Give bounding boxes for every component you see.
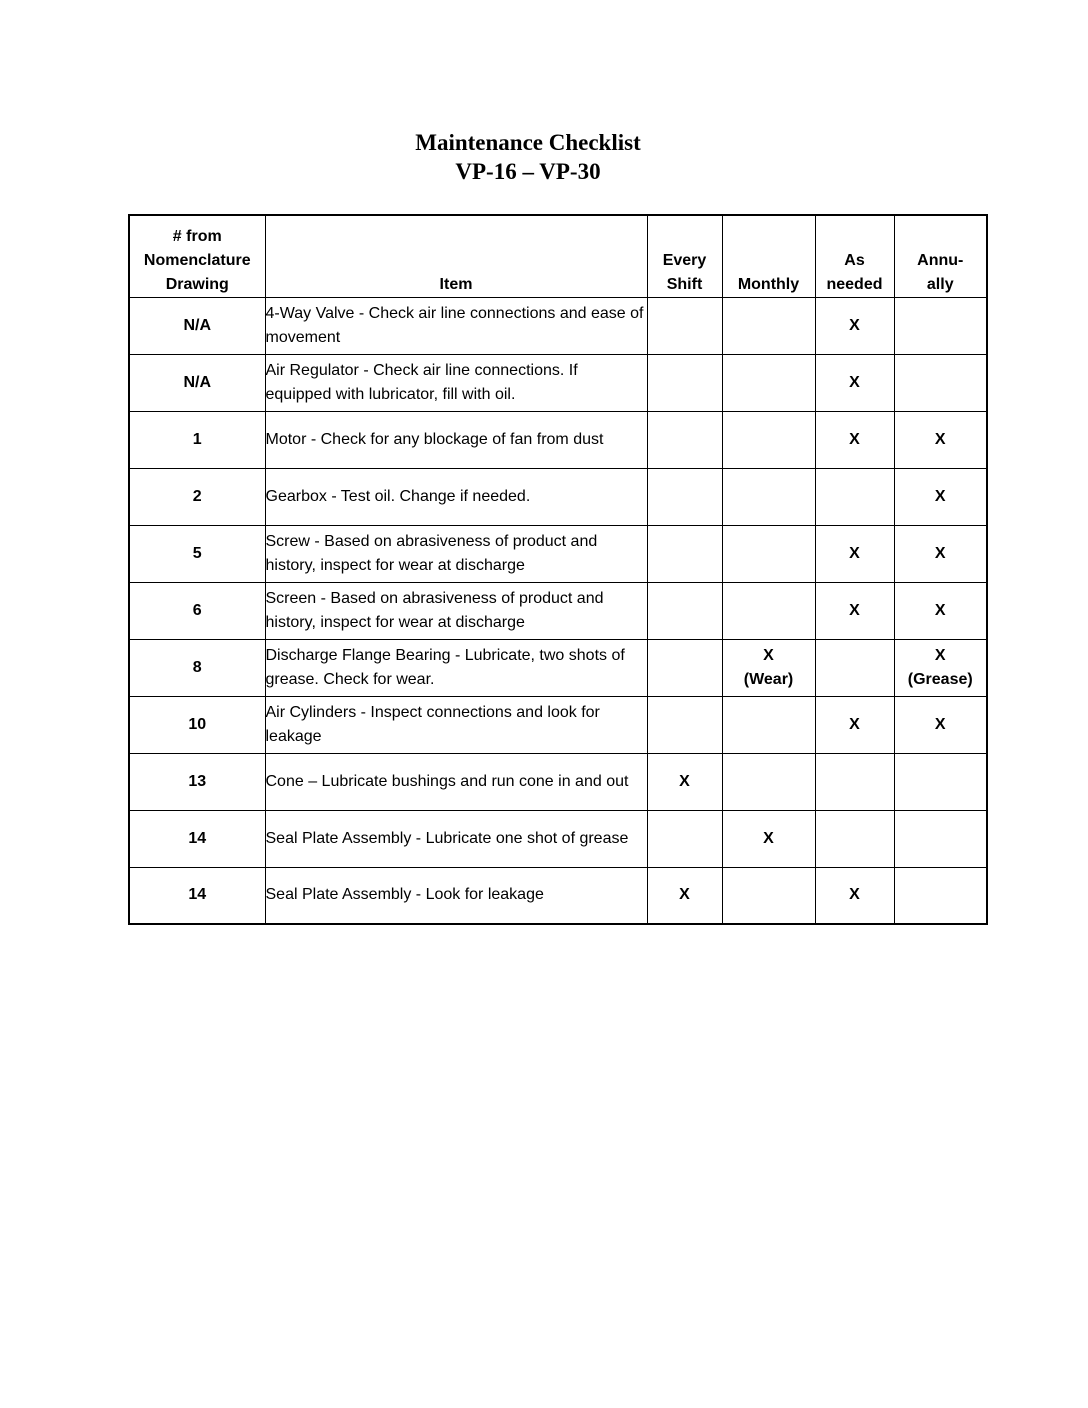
monthly-cell: [722, 753, 815, 810]
annually-cell: [894, 696, 987, 753]
table-row: [129, 810, 987, 867]
header-label-line: needed: [826, 275, 883, 293]
header-every-shift: [647, 215, 722, 297]
schedule-mark: X: [849, 601, 860, 619]
schedule-mark: (Wear): [743, 670, 794, 688]
annually-cell: [894, 411, 987, 468]
every-shift-cell: [647, 525, 722, 582]
schedule-mark: X: [934, 487, 946, 505]
header-label-line: # from: [172, 227, 222, 245]
schedule-mark: X: [849, 430, 860, 448]
item-description-cell: Screw - Based on abrasiveness of product and history, inspect for wear at discharge: [265, 525, 647, 582]
annually-cell: [894, 867, 987, 924]
header-label-line: Item: [439, 275, 473, 293]
table-row: [129, 525, 987, 582]
annually-cell: [894, 753, 987, 810]
item-description-cell: Gearbox - Test oil. Change if needed.: [265, 468, 647, 525]
nomenclature-number-cell: 6: [129, 582, 265, 639]
item-description-cell: Motor - Check for any blockage of fan from dust: [265, 411, 647, 468]
schedule-mark: X: [934, 601, 946, 619]
annually-cell: [894, 582, 987, 639]
every-shift-cell: [647, 582, 722, 639]
as-needed-cell: [815, 582, 894, 639]
nomenclature-number-cell: N/A: [129, 297, 265, 354]
monthly-cell: [722, 639, 815, 696]
header-as-needed: [815, 215, 894, 297]
table-row: [129, 696, 987, 753]
header-label-line: Nomenclature: [143, 251, 251, 269]
table-row: [129, 411, 987, 468]
schedule-mark: X: [763, 829, 774, 847]
every-shift-cell: [647, 297, 722, 354]
monthly-cell: [722, 354, 815, 411]
nomenclature-number-cell: N/A: [129, 354, 265, 411]
schedule-mark: X: [679, 772, 690, 790]
as-needed-cell: [815, 297, 894, 354]
header-label-line: Annu-: [917, 251, 964, 269]
annually-cell: [894, 639, 987, 696]
annually-cell: [894, 354, 987, 411]
title-block: [0, 128, 1056, 186]
every-shift-cell: [647, 810, 722, 867]
schedule-mark: X: [934, 430, 946, 448]
table-row: [129, 867, 987, 924]
as-needed-cell: [815, 753, 894, 810]
table-row: [129, 753, 987, 810]
monthly-cell: [722, 582, 815, 639]
annually-cell: [894, 297, 987, 354]
annually-cell: [894, 810, 987, 867]
header-annually: [894, 215, 987, 297]
header-row: [129, 215, 987, 297]
schedule-mark: (Grease): [907, 670, 973, 688]
every-shift-cell: [647, 468, 722, 525]
table-row: [129, 639, 987, 696]
every-shift-cell: [647, 639, 722, 696]
header-label-line: Shift: [666, 275, 703, 293]
schedule-mark: X: [934, 544, 946, 562]
monthly-cell: [722, 297, 815, 354]
as-needed-cell: [815, 810, 894, 867]
monthly-cell: [722, 411, 815, 468]
every-shift-cell: [647, 411, 722, 468]
schedule-mark: X: [763, 646, 774, 664]
annually-cell: [894, 468, 987, 525]
item-description-cell: Discharge Flange Bearing - Lubricate, two shots of grease. Check for wear.: [265, 639, 647, 696]
monthly-cell: [722, 867, 815, 924]
monthly-cell: [722, 525, 815, 582]
nomenclature-number-cell: 14: [129, 810, 265, 867]
header-label-line: Monthly: [737, 275, 800, 293]
nomenclature-number-cell: 14: [129, 867, 265, 924]
maintenance-checklist-table: [128, 214, 988, 925]
nomenclature-number-cell: 10: [129, 696, 265, 753]
item-description-cell: Screen - Based on abrasiveness of product and history, inspect for wear at discharge: [265, 582, 647, 639]
nomenclature-number-cell: 1: [129, 411, 265, 468]
schedule-mark: X: [934, 715, 946, 733]
as-needed-cell: [815, 354, 894, 411]
schedule-mark: X: [849, 715, 860, 733]
schedule-mark: X: [679, 886, 690, 904]
schedule-mark: X: [849, 373, 860, 391]
nomenclature-number-cell: 13: [129, 753, 265, 810]
document-subtitle: VP-16 – VP-30: [455, 159, 601, 184]
header-label-line: ally: [926, 275, 954, 293]
as-needed-cell: [815, 639, 894, 696]
table-row: [129, 468, 987, 525]
header-label-line: Drawing: [165, 275, 229, 293]
every-shift-cell: [647, 867, 722, 924]
schedule-mark: X: [849, 886, 860, 904]
nomenclature-number-cell: 2: [129, 468, 265, 525]
item-description-cell: Seal Plate Assembly - Look for leakage: [265, 867, 647, 924]
table-row: [129, 354, 987, 411]
header-label-line: As: [844, 251, 865, 269]
item-description-cell: Cone – Lubricate bushings and run cone in and out: [265, 753, 647, 810]
schedule-mark: X: [849, 544, 860, 562]
monthly-cell: [722, 468, 815, 525]
monthly-cell: [722, 810, 815, 867]
as-needed-cell: [815, 468, 894, 525]
as-needed-cell: [815, 411, 894, 468]
item-description-cell: Air Regulator - Check air line connections. If equipped with lubricator, fill with oil.: [265, 354, 647, 411]
every-shift-cell: [647, 696, 722, 753]
table-row: [129, 297, 987, 354]
monthly-cell: [722, 696, 815, 753]
item-description-cell: Air Cylinders - Inspect connections and look for leakage: [265, 696, 647, 753]
table-row: [129, 582, 987, 639]
nomenclature-number-cell: 5: [129, 525, 265, 582]
item-description-cell: Seal Plate Assembly - Lubricate one shot of grease: [265, 810, 647, 867]
document-title: Maintenance Checklist: [415, 130, 641, 155]
schedule-mark: X: [934, 646, 946, 664]
as-needed-cell: [815, 525, 894, 582]
checklist-body: [129, 297, 987, 924]
as-needed-cell: [815, 696, 894, 753]
header-item: [265, 215, 647, 297]
schedule-mark: X: [849, 316, 860, 334]
nomenclature-number-cell: 8: [129, 639, 265, 696]
annually-cell: [894, 525, 987, 582]
header-label-line: Every: [662, 251, 707, 269]
every-shift-cell: [647, 753, 722, 810]
item-description-cell: 4-Way Valve - Check air line connections and ease of movement: [265, 297, 647, 354]
as-needed-cell: [815, 867, 894, 924]
header-monthly: [722, 215, 815, 297]
every-shift-cell: [647, 354, 722, 411]
header-nomenclature-number: [129, 215, 265, 297]
